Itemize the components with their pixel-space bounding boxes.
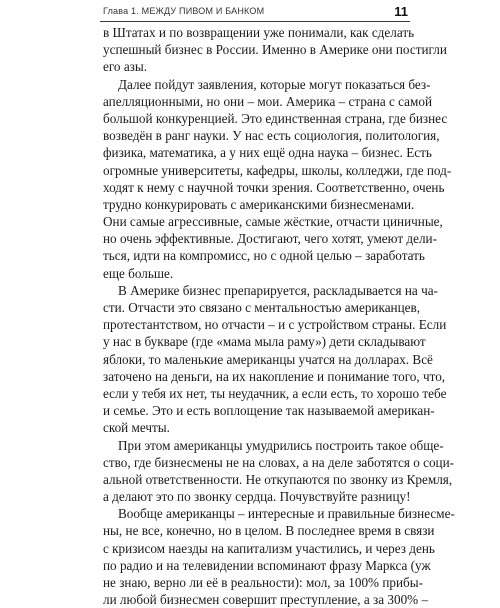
text-line: не знаю, верно ли её в реальности): мол, за 100% прибы-	[103, 575, 423, 590]
running-header	[103, 4, 408, 20]
text-line: по радио и на телевидении вспоминают фразу Маркса (уж	[103, 557, 431, 573]
text-line: у нас в букваре (где «мама мыла раму») дети складывают	[103, 334, 426, 350]
text-line: яблоки, то маленькие американцы учатся на долларах. Всё	[103, 351, 433, 367]
text-line: трудно конкурировать с американскими бизнесменами.	[103, 196, 415, 212]
text-line: возведён в ранг науки. У нас есть социология, политология,	[103, 128, 440, 144]
text-line: огромные университеты, кафедры, школы, колледжи, где под-	[103, 162, 452, 178]
text-line: В Америке бизнес препарируется, раскладывается на ча-	[118, 282, 438, 298]
text-line: с кризисом наезды на капитализм участились, и через день	[103, 540, 435, 556]
page-number: 11	[394, 4, 408, 19]
text-line: ли любой бизнесмен совершит преступление, а за 300% –	[103, 592, 429, 608]
text-line: ны, не все, конечно, но в целом. В последнее время в связи	[103, 523, 435, 539]
text-line: успешный бизнес в России. Именно в Америке они постигли	[103, 42, 447, 58]
text-line: его азы.	[103, 59, 148, 75]
text-line: еще больше.	[103, 265, 174, 281]
text-line: и семье. Это и есть воплощение так называемой американ-	[103, 403, 435, 419]
text-line: а делают это по звонку сердца. Почувствуйте разницу!	[103, 489, 411, 505]
body-text	[103, 24, 455, 608]
text-line: если у тебя их нет, ты неудачник, а если есть, то хорошо тебе	[103, 385, 447, 401]
text-line: альной ответственности. Не откупаются по звонку из Кремля,	[103, 471, 453, 487]
running-title: Глава 1. МЕЖДУ ПИВОМ И БАНКОМ	[103, 6, 265, 16]
text-line: в Штатах и по возвращении уже понимали, как сделать	[103, 25, 415, 40]
text-line: Они самые агрессивные, самые жёсткие, отчасти циничные,	[103, 214, 443, 230]
text-line: ться, идти на компромисс, но с одной целью – заработать	[103, 248, 425, 264]
text-line: протестантством, но отчасти – и с устройством страны. Если	[103, 317, 447, 333]
text-line: заточено на деньги, на их накопление и понимание того, что,	[103, 368, 446, 384]
text-line: ство, где бизнесмены не на словах, а на деле заботятся о соци-	[103, 454, 455, 470]
text-line: ходят к нему с научной точки зрения. Соответственно, очень	[103, 179, 445, 195]
header-rule	[100, 21, 410, 22]
text-line: апелляционными, но они – мои. Америка – страна с самой	[103, 93, 432, 109]
text-line: При этом американцы умудрились построить такое обще-	[118, 437, 444, 453]
text-line: физика, математика, а у них ещё одна наука – бизнес. Есть	[103, 145, 432, 161]
text-line: сти. Отчасти это связано с ментальностью американцев,	[103, 300, 421, 315]
text-line: ской мечты.	[103, 420, 170, 436]
text-line: Далее пойдут заявления, которые могут показаться без-	[118, 76, 431, 92]
text-line: большой конкуренцией. Это единственная страна, где бизнес	[103, 110, 448, 126]
text-line: Вообще американцы – интересные и правильные бизнесме-	[118, 506, 455, 522]
text-line: но очень эффективные. Достигают, чего хотят, умеют дели-	[103, 231, 437, 247]
